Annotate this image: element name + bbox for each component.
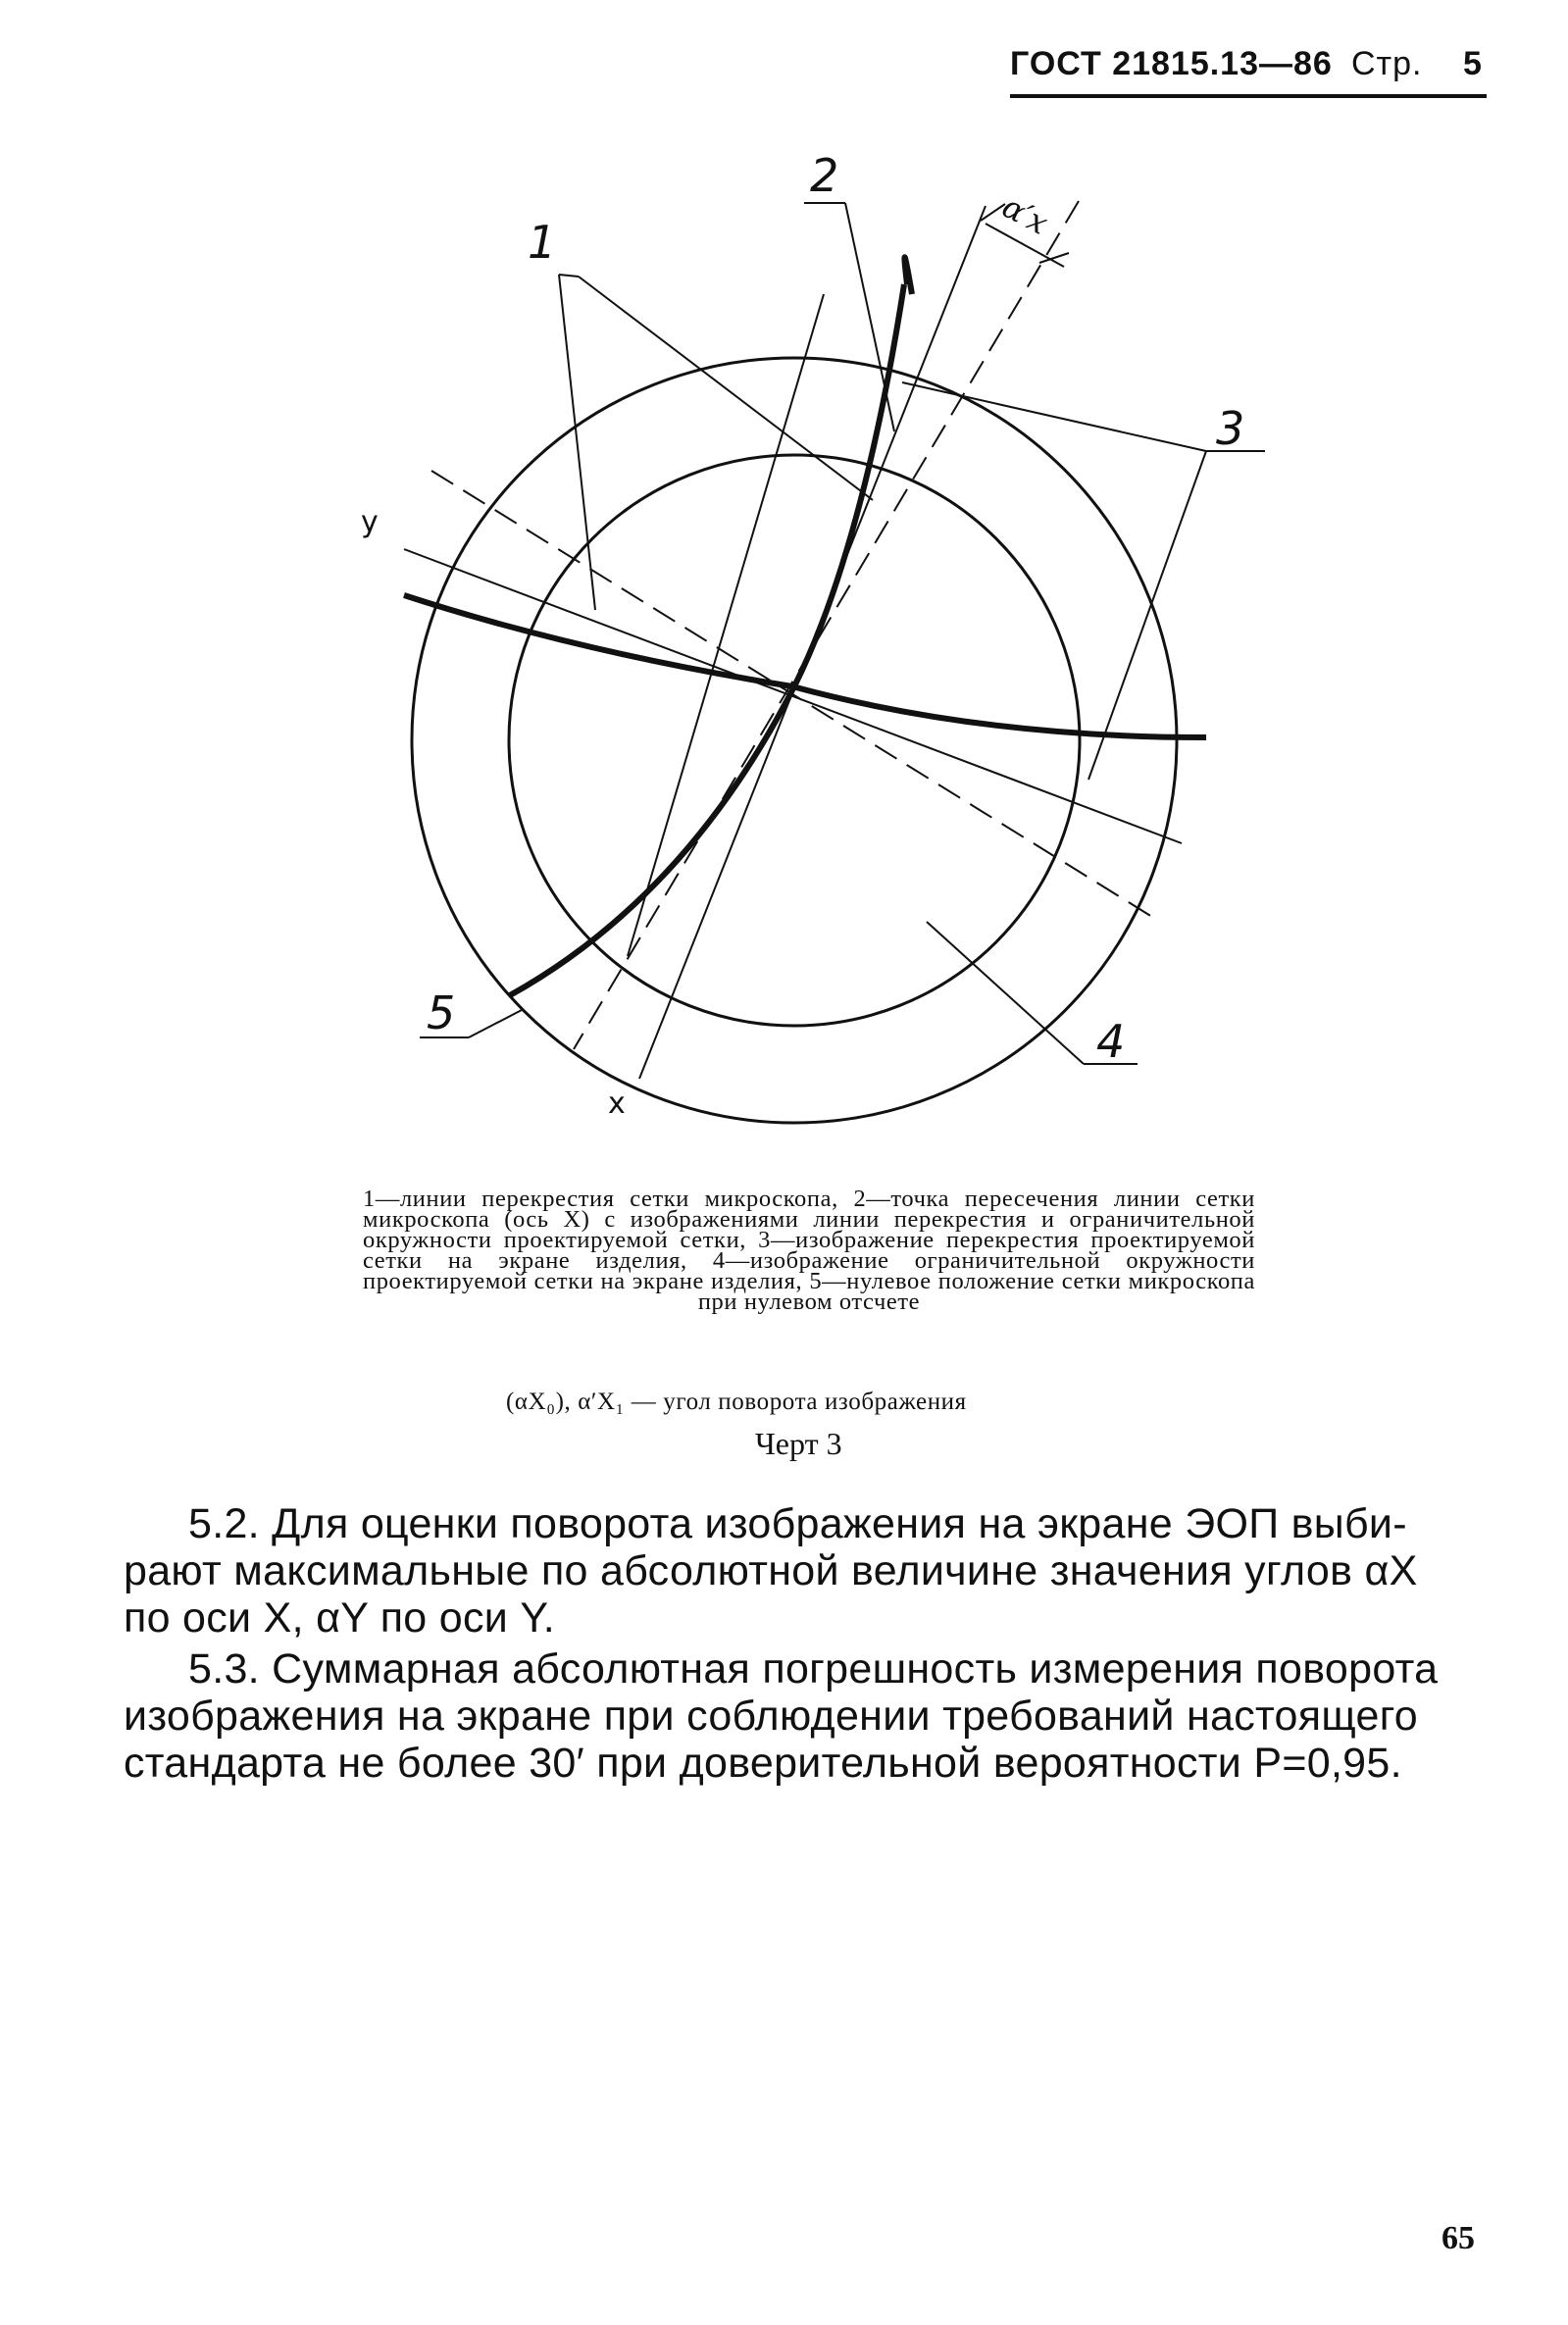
- para-5-2-line-3: по оси X, αY по оси Y.: [124, 1594, 556, 1642]
- callout-4: 4: [1096, 1015, 1126, 1068]
- para-5-2-line-1: 5.2. Для оценки поворота изображения на экране ЭОП выби-: [188, 1500, 1407, 1547]
- caption-formula: (αX₀), α′X₁ — угол поворота изображения: [506, 1389, 967, 1415]
- callout-1: 1: [528, 216, 557, 269]
- callout-5: 5: [427, 986, 456, 1039]
- figure-title: Черт 3: [755, 1426, 842, 1461]
- leader-4a: [927, 922, 1084, 1064]
- leader-3b: [902, 382, 1206, 451]
- dashed-line-lower: [574, 201, 1079, 1049]
- callout-3: 3: [1216, 402, 1245, 455]
- callout-2: 2: [810, 149, 839, 202]
- leader-3c: [1088, 451, 1206, 780]
- page-number: 5: [1463, 45, 1483, 82]
- axis-label-y: у: [361, 505, 379, 539]
- outer-circle: [412, 358, 1177, 1123]
- folio-page-number: 65: [1442, 2220, 1475, 2256]
- angle-label: α′x: [995, 187, 1055, 242]
- leader-1a: [559, 275, 595, 610]
- para-5-3-line-2: изображения на экране при соблюдении требований настоящего: [124, 1693, 1419, 1740]
- paragraph-5-3: [124, 1645, 1496, 1787]
- leader-5b: [469, 1010, 522, 1037]
- thin-line-y: [404, 549, 1182, 843]
- thin-line-arc: [628, 294, 824, 956]
- leader-2b: [845, 203, 894, 431]
- diagram-svg: [0, 0, 1568, 1137]
- page-label: Стр.: [1351, 45, 1423, 82]
- para-5-3-line-1: 5.3. Суммарная абсолютная погрешность измерения поворота: [188, 1645, 1439, 1693]
- para-5-2-line-2: рают максимальные по абсолютной величине значения углов αX: [124, 1547, 1418, 1594]
- figure-diagram: [0, 0, 1568, 1137]
- para-5-3-line-3: стандарта не более 30′ при доверительной вероятности P=0,95.: [124, 1740, 1402, 1787]
- axis-label-x: х: [608, 1087, 626, 1121]
- leader-1b: [579, 277, 873, 500]
- figure-caption: 1—линии перекрестия сетки микроскопа, 2—точка пересечения линии сетки микроскопа (ось X) с изображениями линии перекрестия и ограничительной окружности проектируемой сетки, 3—изображение перекрестия проектируемой сетки на экране изделия, 4—изображение ограничительной окружности проектируемой сетки на экране изделия, 5—нулевое положение сетки микроскопа при нулевом отсчете: [363, 1186, 1255, 1315]
- paragraph-5-2: [124, 1500, 1496, 1642]
- leader-1c: [559, 275, 579, 277]
- standard-number: ГОСТ 21815.13—86: [1010, 45, 1333, 82]
